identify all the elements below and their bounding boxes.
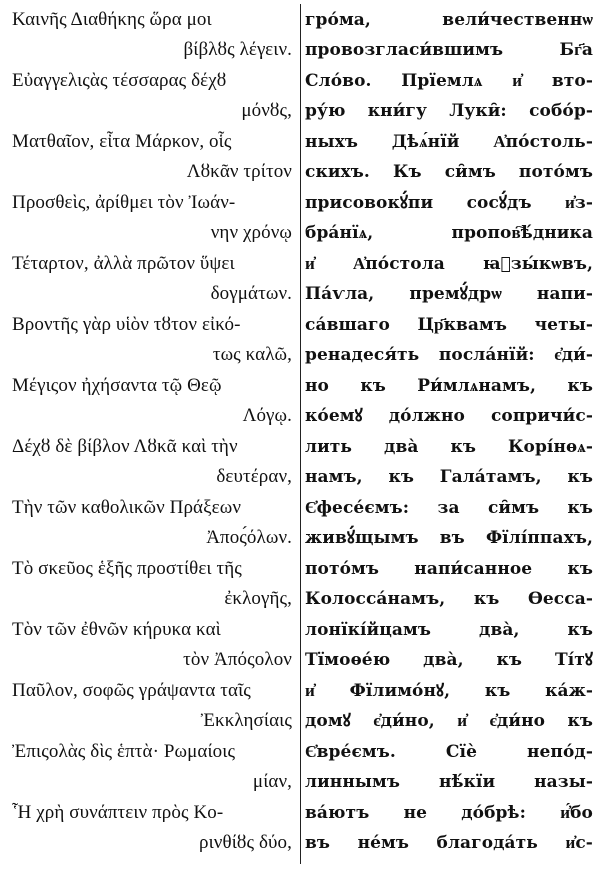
greek-line: Τέταρτον, ἀλλὰ πρῶτον ὕψει (12, 253, 235, 274)
slavonic-word: и҆ (305, 681, 315, 701)
slavonic-word: вто- (551, 71, 593, 91)
greek-line: Μέγιςον ἠχήσαντα τῷ Θεῷ (12, 375, 222, 396)
slavonic-word: къ (567, 620, 593, 640)
slavonic-word: и҆́бо (560, 803, 593, 823)
greek-line: Καινῆς Διαθήκης ὥρα μοι (12, 9, 212, 30)
slavonic-word: въ (439, 528, 465, 548)
greek-line: μόνȣς, (241, 100, 292, 121)
slavonic-word: ренадеся́ть (305, 345, 420, 365)
slavonic-line (305, 36, 593, 64)
slavonic-word: линнымъ (305, 772, 401, 792)
slavonic-word: два̀ (384, 437, 419, 457)
slavonic-word: за (437, 498, 460, 518)
slavonic-word: є҆ди́но (489, 711, 546, 731)
slavonic-word: не́мъ (357, 833, 410, 853)
slavonic-line (305, 158, 593, 186)
slavonic-line (305, 677, 593, 705)
slavonic-word: ва́ютъ (305, 803, 370, 823)
slavonic-word: до́брѣ: (461, 803, 526, 823)
slavonic-word: не (403, 803, 428, 823)
greek-line: Ἀπος́όλων. (206, 527, 292, 548)
slavonic-word: собо́р- (529, 101, 593, 121)
slavonic-word: Є҆вре́ємъ. (305, 742, 396, 762)
slavonic-word: къ (360, 376, 386, 396)
slavonic-word: провозгласи́вшимъ (305, 40, 504, 60)
greek-line: Δέχȣ δὲ βίβλον Λȣκᾶ καὶ τὴν (12, 436, 238, 457)
slavonic-word: четы- (534, 315, 593, 335)
greek-line: Λȣκᾶν τρίτον (186, 161, 292, 182)
slavonic-word: А҆по́стола (352, 254, 445, 274)
slavonic-word: напи- (536, 284, 593, 304)
slavonic-word: А҆по́столь- (493, 132, 593, 152)
slavonic-word: въ (305, 833, 331, 853)
greek-line: Προσθεὶς, ἀρίθμει τὸν Ἰωάν- (12, 192, 236, 213)
slavonic-line (305, 311, 593, 339)
slavonic-line (305, 585, 593, 613)
slavonic-word: Корі́нѳѧ- (507, 437, 593, 457)
greek-line: ρινθίȣς δύο, (199, 832, 292, 853)
slavonic-word: нѣ́кїи (438, 772, 496, 792)
slavonic-word: напи́санное (414, 559, 533, 579)
slavonic-word: два̀, (423, 650, 464, 670)
slavonic-line (305, 250, 593, 278)
slavonic-word: Къ (392, 162, 422, 182)
greek-line: μίαν, (252, 771, 292, 792)
slavonic-word: до́лжно (388, 406, 465, 426)
slavonic-line (305, 799, 593, 827)
slavonic-word: Фїлі́ппахъ, (485, 528, 593, 548)
slavonic-word: пото́мъ (305, 559, 380, 579)
slavonic-line (305, 768, 593, 796)
slavonic-word: Прїемлѧ (401, 71, 483, 91)
slavonic-line (305, 6, 593, 34)
slavonic-word: пото́мъ (518, 162, 593, 182)
greek-line: Ἐπιςολὰς δὶς ἑπτὰ· Ρωμαίοις (12, 741, 236, 762)
slavonic-word: Фїлимо́нꙋ, (349, 681, 451, 701)
slavonic-line (305, 463, 593, 491)
slavonic-word: къ (567, 498, 593, 518)
greek-line: Ἧ χρὴ συνάπτειν πρὸς Κο- (12, 802, 224, 823)
slavonic-word: є҆ди́- (554, 345, 593, 365)
slavonic-word: два̀, (479, 620, 520, 640)
slavonic-word: Па́ѵла, (305, 284, 375, 304)
greek-line: ἐκλογῆς, (224, 588, 292, 609)
slavonic-word: къ (496, 650, 523, 670)
slavonic-line (305, 738, 593, 766)
slavonic-word: назы- (534, 772, 593, 792)
slavonic-word: гро́ма, (305, 10, 371, 30)
slavonic-word: Ті́тꙋ (554, 650, 593, 670)
slavonic-word: къ (567, 376, 593, 396)
greek-line: τὸν Ἀπόςολον (183, 649, 292, 670)
slavonic-line (305, 646, 593, 674)
greek-line: Παῦλον, σοφῶς γράψαντα ταῖς (12, 680, 251, 701)
greek-line: Βροντῆς γὰρ υἱὸν τȣτον εἰκό- (12, 314, 241, 335)
slavonic-word: намъ, (305, 467, 363, 487)
slavonic-word: Сїѐ (445, 742, 477, 762)
slavonic-word: присовокꙋ́пи (305, 193, 434, 213)
slavonic-word: Є҆фесе́ємъ: (305, 498, 410, 518)
slavonic-word: къ (567, 711, 593, 731)
slavonic-word: Гала́тамъ, (439, 467, 542, 487)
slavonic-line (305, 829, 593, 857)
slavonic-word: є҆ди́но, (373, 711, 435, 731)
slavonic-word: и҆с- (565, 833, 593, 853)
slavonic-word: лонїкі́йцамъ (305, 620, 432, 640)
greek-line: Τὸν τῶν ἐθνῶν κήρυκα καὶ (12, 619, 221, 640)
slavonic-word: Колосса́намъ, (305, 589, 446, 609)
slavonic-word: и҆ (512, 71, 523, 91)
slavonic-word: живꙋ́щымъ (305, 528, 419, 548)
slavonic-word: лить (305, 437, 353, 457)
slavonic-word: си̑мъ (487, 498, 540, 518)
slavonic-word: бра́нїѧ, (305, 223, 374, 243)
greek-line: Ἐκκλησίαις (200, 710, 292, 731)
slavonic-line (305, 494, 593, 522)
slavonic-line (305, 616, 593, 644)
slavonic-word: къ (567, 467, 593, 487)
slavonic-word: къ (484, 681, 511, 701)
slavonic-line (305, 67, 593, 95)
slavonic-word: посла́нїй: (438, 345, 535, 365)
greek-line: Τὴν τῶν καθολικῶν Πράξεων (12, 497, 242, 518)
greek-line: Εὐαγγελιςὰς τέσσαρας δέχȣ (12, 70, 227, 91)
slavonic-line (305, 524, 593, 552)
slavonic-word: и҆ (305, 254, 315, 274)
slavonic-line (305, 555, 593, 583)
slavonic-word: сосꙋ́дъ (466, 193, 532, 213)
slavonic-word: скихъ. (305, 162, 370, 182)
slavonic-word: къ (473, 589, 500, 609)
greek-line: τως καλῶ, (212, 344, 292, 365)
greek-line: Λόγῳ. (242, 405, 292, 426)
greek-line: Ματθαῖον, εἶτα Μάρκον, οἷς (12, 131, 232, 152)
slavonic-line (305, 402, 593, 430)
slavonic-line (305, 372, 593, 400)
slavonic-word: Ѳесса- (527, 589, 593, 609)
slavonic-word: сопричи́с- (490, 406, 593, 426)
slavonic-word: Луки̑: (449, 101, 507, 121)
slavonic-word: къ (388, 467, 414, 487)
slavonic-word: Ри́млѧнамъ, (417, 376, 537, 396)
slavonic-word: ко́емꙋ (305, 406, 363, 426)
slavonic-word: благода́ть (436, 833, 538, 853)
slavonic-line (305, 189, 593, 217)
slavonic-word: кни́гу (367, 101, 427, 121)
slavonic-word: и҆ (457, 711, 468, 731)
slavonic-word: ру́ю (305, 101, 346, 121)
slavonic-word: пропов҇ѣ́дника (451, 223, 593, 243)
slavonic-word: си̑мъ (444, 162, 496, 182)
slavonic-word: домꙋ (305, 711, 351, 731)
slavonic-word: къ (450, 437, 476, 457)
slavonic-word: ка́ж- (545, 681, 593, 701)
column-divider (300, 4, 301, 864)
slavonic-line (305, 128, 593, 156)
slavonic-word: Тїмоѳе́ю (305, 650, 391, 670)
slavonic-word: вели́чественнѡ (442, 10, 593, 30)
slavonic-word: ныхъ (305, 132, 359, 152)
slavonic-word: са́вшаго (305, 315, 390, 335)
slavonic-line (305, 97, 593, 125)
slavonic-line (305, 280, 593, 308)
greek-line: Τὸ σκεῦος ἑξῆς προστίθει τῆς (12, 558, 242, 579)
slavonic-word: премꙋ́дрѡ (409, 284, 502, 304)
slavonic-word: и҆з- (565, 193, 593, 213)
slavonic-word: ꙗ҆зы́кѡвъ, (482, 254, 593, 274)
greek-line: νην χρόνῳ (210, 222, 292, 243)
slavonic-word: къ (567, 559, 593, 579)
greek-line: δευτέραν, (216, 466, 292, 487)
slavonic-word: Цр҃квамъ (417, 315, 508, 335)
greek-line: βίβλȣς λέγειν. (183, 39, 292, 60)
slavonic-line (305, 433, 593, 461)
slavonic-word: но (305, 376, 329, 396)
slavonic-word: Сло́во. (305, 71, 372, 91)
slavonic-line (305, 219, 593, 247)
slavonic-word: Бг҃а (559, 40, 593, 60)
slavonic-word: непо́д- (526, 742, 593, 762)
slavonic-word: Дѣѧ́нїй (391, 132, 460, 152)
slavonic-line (305, 707, 593, 735)
slavonic-line (305, 341, 593, 369)
greek-line: δογμάτων. (210, 283, 292, 304)
